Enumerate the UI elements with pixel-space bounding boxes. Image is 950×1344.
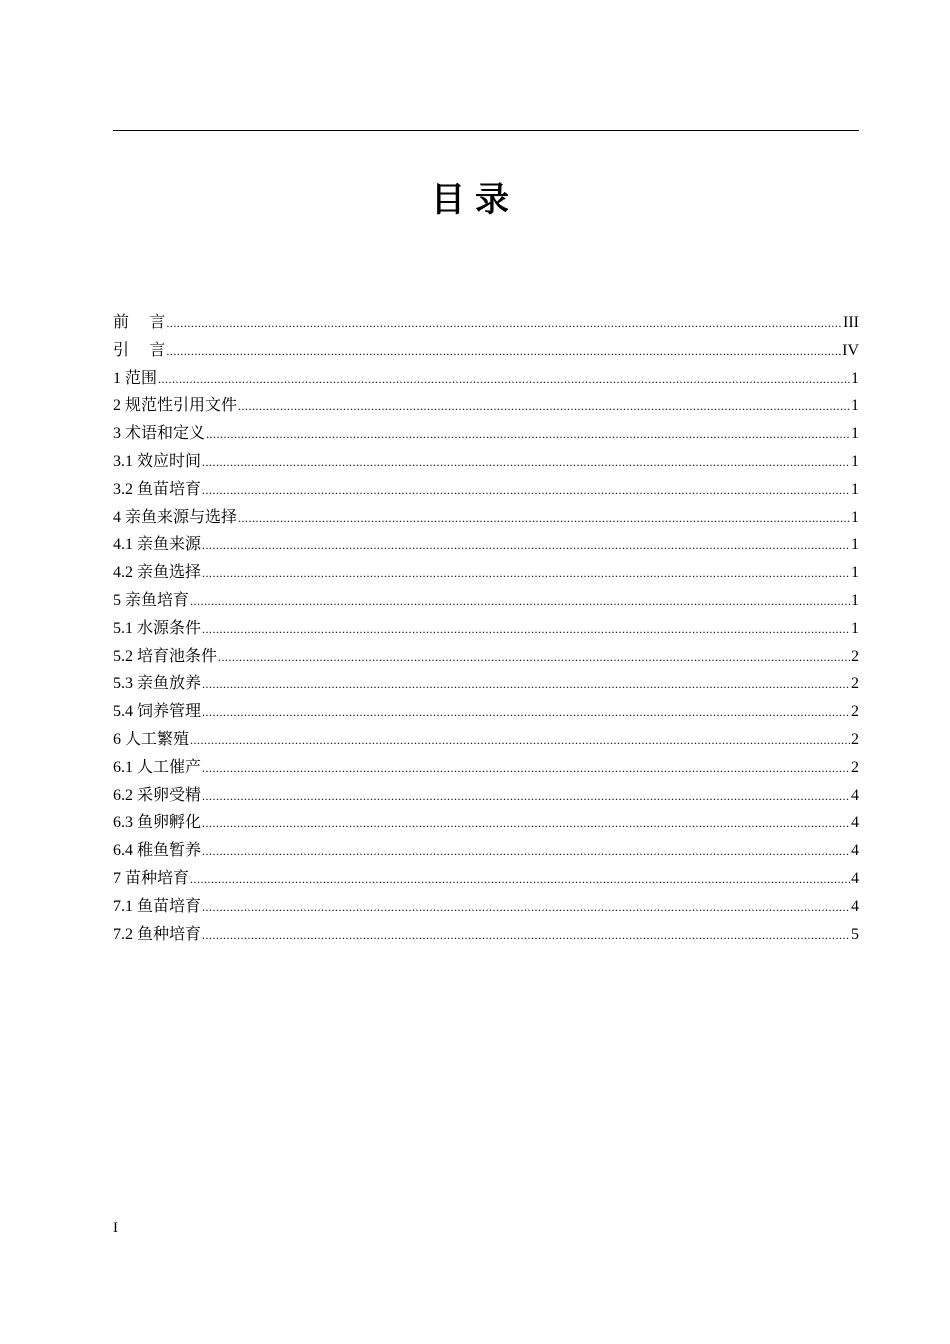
toc-entry-page: 2 <box>851 675 859 693</box>
page-title: 目录 <box>431 180 519 220</box>
toc-leader-dots <box>190 866 850 894</box>
table-of-contents <box>113 308 859 947</box>
toc-entry-label: 鱼苗培育 <box>137 478 202 498</box>
toc-entry-label: 亲鱼来源与选择 <box>125 506 238 526</box>
toc-leader-dots <box>202 560 850 588</box>
toc-entry-number: 6.1 <box>113 758 133 776</box>
toc-entry-label: 范围 <box>125 367 158 387</box>
toc-entry[interactable] <box>113 503 859 531</box>
toc-entry-number: 7 <box>113 869 121 887</box>
toc-entry-number: 4.2 <box>113 564 133 582</box>
toc-entry-number: 3 <box>113 425 121 443</box>
toc-entry-page: III <box>843 314 859 331</box>
toc-leader-dots <box>166 338 841 366</box>
toc-entry-number: 7.1 <box>113 897 133 915</box>
toc-leader-dots <box>202 922 850 950</box>
toc-leader-dots <box>238 393 850 421</box>
toc-entry-page: IV <box>842 341 859 359</box>
toc-entry-number: 7.2 <box>113 925 133 943</box>
toc-entry-label: 引 言 <box>113 339 166 359</box>
toc-entry-page: 1 <box>851 508 859 526</box>
toc-entry-number: 5 <box>113 591 121 609</box>
toc-entry-number: 2 <box>113 397 121 415</box>
toc-entry[interactable] <box>113 308 859 336</box>
toc-entry-number: 4.1 <box>113 536 133 554</box>
toc-entry-page: 4 <box>851 897 859 915</box>
toc-entry-label: 人工催产 <box>137 756 202 776</box>
header-rule <box>113 130 859 131</box>
toc-entry-number: 5.2 <box>113 647 133 665</box>
toc-entry-number: 5.1 <box>113 619 133 637</box>
toc-leader-dots <box>202 755 850 783</box>
toc-entry-label: 前 言 <box>113 312 166 331</box>
toc-entry-label: 术语和定义 <box>125 423 206 443</box>
toc-entry-page: 1 <box>851 591 859 609</box>
toc-entry[interactable] <box>113 697 859 725</box>
toc-entry[interactable] <box>113 447 859 475</box>
toc-entry-label: 培育池条件 <box>137 645 218 665</box>
toc-leader-dots <box>202 810 850 838</box>
toc-leader-dots <box>206 421 850 449</box>
toc-entry-label: 苗种培育 <box>125 867 190 887</box>
toc-entry-number: 6.4 <box>113 842 133 860</box>
toc-leader-dots <box>202 894 850 922</box>
toc-entry[interactable] <box>113 475 859 503</box>
toc-entry-page: 2 <box>851 647 859 665</box>
toc-leader-dots <box>202 838 850 866</box>
toc-entry-number: 1 <box>113 369 121 387</box>
toc-entry-page: 4 <box>851 786 859 804</box>
toc-leader-dots <box>190 727 850 755</box>
toc-entry[interactable] <box>113 558 859 586</box>
toc-entry[interactable] <box>113 725 859 753</box>
toc-entry[interactable] <box>113 808 859 836</box>
page-number: I <box>113 1220 118 1236</box>
toc-entry-number: 6.3 <box>113 814 133 832</box>
toc-entry-page: 1 <box>851 536 859 554</box>
toc-entry-label: 采卵受精 <box>137 784 202 804</box>
toc-leader-dots <box>202 449 850 477</box>
toc-entry-label: 稚鱼暂养 <box>137 840 202 860</box>
toc-entry-page: 1 <box>851 619 859 637</box>
toc-entry-page: 2 <box>851 703 859 721</box>
toc-entry-label: 亲鱼培育 <box>125 589 190 609</box>
toc-entry-number: 3.1 <box>113 452 133 470</box>
toc-entry-number: 6 <box>113 730 121 748</box>
toc-entry[interactable] <box>113 781 859 809</box>
toc-entry-label: 人工繁殖 <box>125 728 190 748</box>
toc-entry-label: 规范性引用文件 <box>125 395 238 415</box>
toc-entry-label: 鱼苗培育 <box>137 895 202 915</box>
toc-entry[interactable] <box>113 364 859 392</box>
toc-entry-label: 亲鱼放养 <box>137 673 202 693</box>
toc-leader-dots <box>202 783 850 811</box>
toc-leader-dots <box>218 644 850 672</box>
toc-entry-label: 鱼种培育 <box>137 923 202 943</box>
toc-entry[interactable] <box>113 419 859 447</box>
toc-leader-dots <box>238 505 850 533</box>
toc-entry-label: 水源条件 <box>137 617 202 637</box>
toc-entry-page: 1 <box>851 480 859 498</box>
toc-entry-page: 2 <box>851 758 859 776</box>
toc-entry-page: 1 <box>851 425 859 443</box>
toc-entry[interactable] <box>113 753 859 781</box>
toc-entry[interactable] <box>113 586 859 614</box>
toc-entry-label: 鱼卵孵化 <box>137 812 202 832</box>
toc-entry[interactable] <box>113 864 859 892</box>
toc-leader-dots <box>190 588 850 616</box>
toc-entry-number: 3.2 <box>113 480 133 498</box>
toc-entry-page: 1 <box>851 452 859 470</box>
toc-entry[interactable] <box>113 669 859 697</box>
toc-entry[interactable] <box>113 642 859 670</box>
toc-entry[interactable] <box>113 530 859 558</box>
toc-entry-page: 4 <box>851 842 859 860</box>
toc-entry-page: 4 <box>851 869 859 887</box>
toc-entry[interactable] <box>113 836 859 864</box>
toc-entry-page: 4 <box>851 814 859 832</box>
toc-entry-number: 4 <box>113 508 121 526</box>
toc-leader-dots <box>158 366 850 394</box>
toc-leader-dots <box>202 699 850 727</box>
toc-entry[interactable] <box>113 391 859 419</box>
toc-entry-page: 1 <box>851 564 859 582</box>
toc-entry-number: 5.4 <box>113 703 133 721</box>
toc-entry-page: 2 <box>851 730 859 748</box>
toc-entry-page: 1 <box>851 369 859 387</box>
toc-entry[interactable] <box>113 336 859 364</box>
toc-entry-label: 饲养管理 <box>137 701 202 721</box>
toc-entry-label: 亲鱼来源 <box>137 534 202 554</box>
toc-leader-dots <box>202 671 850 699</box>
toc-entry[interactable] <box>113 614 859 642</box>
toc-entry[interactable] <box>113 920 859 948</box>
toc-leader-dots <box>202 616 850 644</box>
toc-entry-page: 5 <box>851 925 859 943</box>
toc-leader-dots <box>202 477 850 505</box>
toc-leader-dots <box>202 532 850 560</box>
toc-entry-number: 6.2 <box>113 786 133 804</box>
toc-entry-label: 效应时间 <box>137 450 202 470</box>
toc-entry[interactable] <box>113 892 859 920</box>
toc-entry-page: 1 <box>851 397 859 415</box>
toc-leader-dots <box>166 310 842 338</box>
toc-entry-label: 亲鱼选择 <box>137 562 202 582</box>
toc-entry-number: 5.3 <box>113 675 133 693</box>
